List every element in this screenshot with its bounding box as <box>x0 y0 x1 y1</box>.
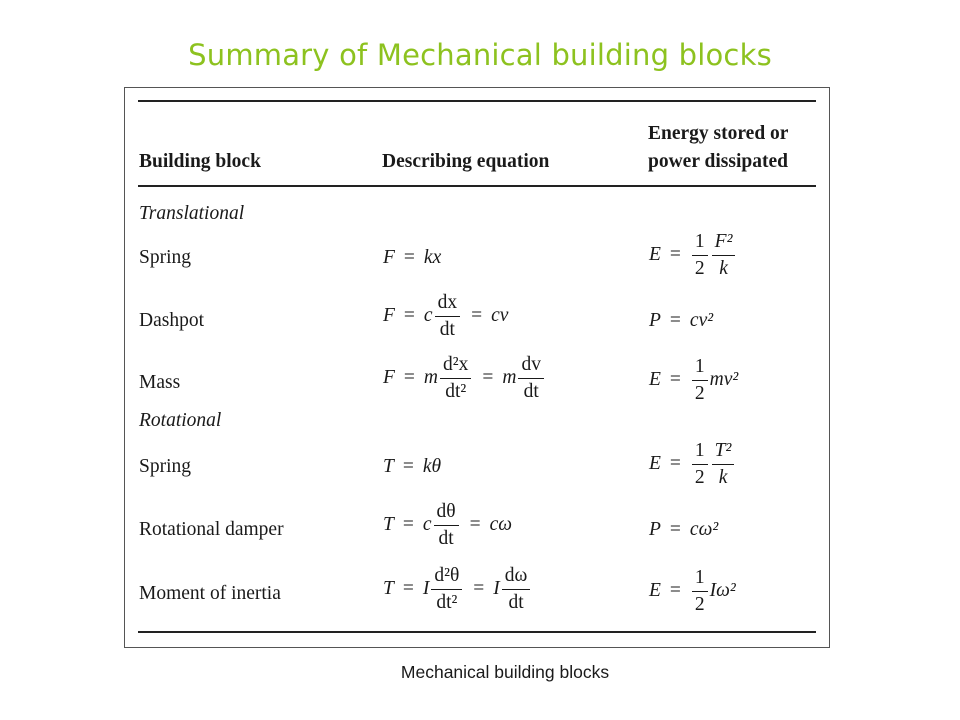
header-describing-equation: Describing equation <box>382 151 550 172</box>
num: 1 <box>692 232 708 256</box>
num: d²θ <box>431 566 462 590</box>
equation-mass <box>383 355 546 401</box>
sym: = <box>669 310 681 331</box>
header-energy-line1: Energy stored or <box>648 123 789 144</box>
sym: F <box>383 305 395 327</box>
energy-dashpot <box>649 311 713 331</box>
den: dt <box>439 318 455 340</box>
frac <box>692 568 708 614</box>
sym: = <box>402 456 414 477</box>
sym: = <box>669 453 681 475</box>
den: k <box>719 257 728 279</box>
energy-moment-of-inertia <box>649 568 736 614</box>
frac <box>435 293 461 339</box>
sym: P <box>649 519 661 540</box>
sym: Iω² <box>709 580 736 602</box>
num: dx <box>435 293 461 317</box>
sym: cω <box>489 514 513 536</box>
equation-moment-of-inertia <box>383 566 532 612</box>
energy-spring-translational <box>649 232 737 278</box>
num: dv <box>518 355 544 379</box>
row-label-rotational-damper: Rotational damper <box>139 519 284 540</box>
sym: = <box>403 367 415 389</box>
den: 2 <box>694 257 705 279</box>
sym: m <box>423 367 439 389</box>
energy-spring-rotational <box>649 441 736 487</box>
den: dt² <box>445 380 467 402</box>
row-label-spring-translational: Spring <box>139 247 192 268</box>
row-label-dashpot: Dashpot <box>139 310 204 331</box>
num: 1 <box>692 441 708 465</box>
equation-rotational-damper <box>383 502 512 548</box>
sym: E <box>649 580 661 602</box>
sym: = <box>402 578 414 600</box>
sym: F <box>383 367 395 389</box>
den: k <box>718 466 728 488</box>
header-energy-line2: power dissipated <box>648 151 788 172</box>
sym: cv <box>491 305 509 327</box>
header-building-block: Building block <box>139 151 261 172</box>
sym: kx <box>423 247 442 268</box>
frac <box>712 232 736 278</box>
frac <box>712 441 735 487</box>
header-rule <box>138 185 816 187</box>
equation-spring-rotational <box>383 457 441 477</box>
sym: E <box>649 453 661 475</box>
sym: = <box>469 514 481 536</box>
num: dθ <box>434 502 459 526</box>
sym: cω² <box>689 519 719 540</box>
slide-title: Summary of Mechanical building blocks <box>188 38 772 72</box>
den: dt <box>508 591 524 613</box>
row-label-moment-of-inertia: Moment of inertia <box>139 583 281 604</box>
den: 2 <box>694 466 705 488</box>
num: 1 <box>692 568 708 592</box>
energy-mass <box>649 357 738 403</box>
row-label-spring-rotational: Spring <box>139 456 192 477</box>
bottom-rule <box>138 631 816 633</box>
frac <box>692 357 708 403</box>
num: dω <box>502 566 531 590</box>
sym: m <box>502 367 517 389</box>
frac <box>502 566 531 612</box>
num: F² <box>712 232 736 256</box>
num: 1 <box>692 357 708 381</box>
equation-dashpot <box>383 293 508 339</box>
sym: = <box>669 580 681 602</box>
sym: kθ <box>422 456 442 477</box>
frac <box>431 566 462 612</box>
section-rotational: Rotational <box>139 410 222 431</box>
frac <box>440 355 471 401</box>
top-rule <box>138 100 816 102</box>
sym: = <box>669 369 681 391</box>
sym: I <box>422 578 430 600</box>
sym: E <box>649 369 661 391</box>
sym: T <box>383 456 394 477</box>
energy-rotational-damper <box>649 520 718 540</box>
sym: c <box>423 305 433 327</box>
den: dt² <box>436 591 458 613</box>
sym: E <box>649 244 661 266</box>
num: T² <box>712 441 735 465</box>
sym: T <box>383 514 394 536</box>
sym: = <box>669 244 681 266</box>
sym: cv² <box>689 310 714 331</box>
sym: = <box>482 367 494 389</box>
frac <box>692 232 708 278</box>
sym: mv² <box>709 369 739 391</box>
num: d²x <box>440 355 471 379</box>
den: dt <box>523 380 539 402</box>
den: 2 <box>694 593 705 615</box>
frac <box>434 502 459 548</box>
den: 2 <box>694 382 705 404</box>
equation-spring-translational <box>383 248 441 268</box>
sym: I <box>493 578 500 600</box>
sym: = <box>402 514 414 536</box>
sym: = <box>473 578 485 600</box>
sym: = <box>471 305 483 327</box>
sym: = <box>403 247 415 268</box>
sym: T <box>383 578 394 600</box>
sym: F <box>383 247 395 268</box>
figure-caption: Mechanical building blocks <box>400 662 610 682</box>
sym: = <box>669 519 681 540</box>
sym: c <box>422 514 432 536</box>
sym: P <box>649 310 661 331</box>
frac <box>692 441 708 487</box>
den: dt <box>438 527 454 549</box>
section-translational: Translational <box>139 203 245 224</box>
frac <box>518 355 544 401</box>
row-label-mass: Mass <box>139 372 181 393</box>
sym: = <box>403 305 415 327</box>
